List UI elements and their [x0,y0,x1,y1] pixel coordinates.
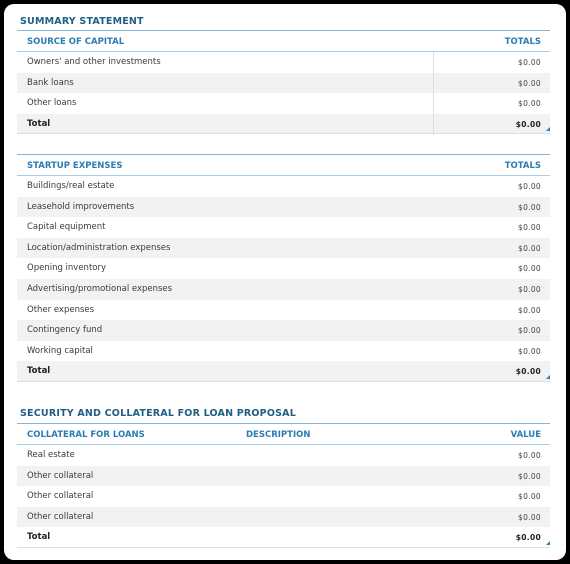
row-value[interactable]: $0.00 [518,326,541,336]
table-row[interactable] [17,507,550,528]
row-label: Other loans [27,98,77,109]
table-row[interactable] [17,445,550,466]
table-row[interactable] [17,217,550,238]
header-value: VALUE [510,430,541,440]
row-label: Buildings/real estate [27,181,115,191]
row-label: Owners' and other investments [27,57,161,67]
row-value[interactable]: $0.00 [518,58,541,67]
row-value[interactable]: $0.00 [518,243,541,253]
row-value[interactable]: $0.00 [518,223,541,233]
table-row[interactable] [17,238,550,259]
table-row[interactable] [17,176,550,197]
total-row [17,361,550,382]
table-header [17,423,550,445]
table-row[interactable] [17,197,550,218]
total-value: $0.00 [515,367,541,377]
table-row[interactable] [17,279,550,300]
row-value[interactable]: $0.00 [518,182,541,191]
header-totals: TOTALS [504,37,541,47]
total-row [17,114,550,135]
row-value[interactable]: $0.00 [518,512,541,522]
header-totals: TOTALS [504,161,541,171]
table-row[interactable] [17,73,550,94]
header-description: DESCRIPTION [246,430,311,440]
row-value[interactable]: $0.00 [518,99,541,109]
security-collateral-title: SECURITY AND COLLATERAL FOR LOAN PROPOSAL [20,408,296,419]
table-row[interactable] [17,466,550,487]
resize-handle-icon[interactable] [546,375,550,379]
startup-expenses-table [17,154,550,382]
row-value[interactable]: $0.00 [518,492,541,502]
table-header [17,30,550,52]
table-row[interactable] [17,341,550,362]
row-label: Real estate [27,450,75,460]
document-page [4,4,566,560]
resize-handle-icon[interactable] [546,541,550,545]
table-row[interactable] [17,300,550,321]
table-row[interactable] [17,486,550,507]
row-label: Advertising/promotional expenses [27,283,173,294]
row-label: Other expenses [27,304,95,315]
column-divider [433,52,434,135]
row-value[interactable]: $0.00 [518,471,541,481]
total-value: $0.00 [515,119,541,129]
header-source-of-capital: SOURCE OF CAPITAL [27,37,125,47]
source-of-capital-table [17,30,550,134]
row-label: Other collateral [27,491,94,502]
table-row[interactable] [17,52,550,73]
collateral-table [17,423,550,548]
row-label: Other collateral [27,511,94,522]
summary-statement-title: SUMMARY STATEMENT [20,16,144,27]
table-row[interactable] [17,93,550,114]
total-label: Total [27,118,51,129]
row-label: Opening inventory [27,263,107,274]
table-header [17,154,550,176]
total-label: Total [27,532,51,543]
row-label: Contingency fund [27,325,103,336]
row-value[interactable]: $0.00 [518,451,541,460]
row-value[interactable]: $0.00 [518,264,541,274]
row-label: Other collateral [27,470,94,481]
row-value[interactable]: $0.00 [518,202,541,212]
row-label: Leasehold improvements [27,201,135,212]
row-label: Location/administration expenses [27,242,171,253]
row-label: Working capital [27,345,93,356]
row-value[interactable]: $0.00 [518,284,541,294]
total-label: Total [27,366,51,377]
row-label: Bank loans [27,77,74,88]
total-value: $0.00 [515,533,541,543]
row-value[interactable]: $0.00 [518,78,541,88]
total-row [17,527,550,548]
header-collateral-for-loans: COLLATERAL FOR LOANS [27,430,145,440]
table-row[interactable] [17,320,550,341]
row-value[interactable]: $0.00 [518,305,541,315]
row-value[interactable]: $0.00 [518,346,541,356]
table-row[interactable] [17,258,550,279]
row-label: Capital equipment [27,222,106,233]
header-startup-expenses: STARTUP EXPENSES [27,161,123,171]
resize-handle-icon[interactable] [546,127,550,131]
